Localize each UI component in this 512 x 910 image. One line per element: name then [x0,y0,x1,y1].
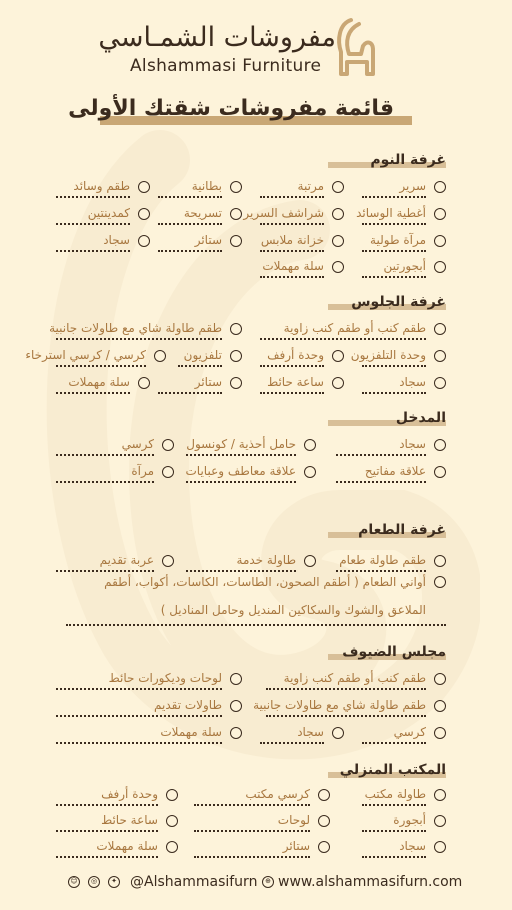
checklist-item[interactable]: سجاد [260,724,344,746]
twitter-icon[interactable]: ✦ [108,876,120,888]
checkbox-circle[interactable] [434,323,446,335]
checkbox-circle[interactable] [332,727,344,739]
checklist-item[interactable]: طاولات تقديم [56,697,242,719]
checklist-item[interactable]: ساعة حائط [56,812,178,834]
checklist-item[interactable]: كرسي [56,436,174,458]
checkbox-circle[interactable] [230,673,242,685]
checkbox-circle[interactable] [230,235,242,247]
checklist-item[interactable]: طقم وسائد [56,178,150,200]
checklist-item[interactable]: مرآة [56,463,174,485]
section-heading: غرفة النوم [370,152,446,168]
checkbox-circle[interactable] [138,181,150,193]
checkbox-circle[interactable] [318,789,330,801]
checklist-item-long[interactable] [66,568,446,632]
checkbox-circle[interactable] [434,377,446,389]
checklist-item[interactable]: سرير [362,178,446,200]
checklist-item[interactable]: ستائر [158,232,242,254]
checklist-item[interactable]: علاقة معاطف وعبايات [186,463,316,485]
checklist-item[interactable]: سلة مهملات [260,258,344,280]
section-heading: المدخل [395,410,446,426]
checklist-item[interactable]: مرتبة [260,178,344,200]
checkbox-circle[interactable] [434,673,446,685]
website-link[interactable]: www.alshammasifurn.com [278,874,463,890]
checkbox-circle[interactable] [318,841,330,853]
checklist-item[interactable]: طقم طاولة شاي مع طاولات جانبية [56,320,242,342]
instagram-icon[interactable]: ◎ [88,876,100,888]
checklist-item[interactable]: طقم كنب أو طقم كنب زاوية [266,670,446,692]
checkbox-circle[interactable] [304,555,316,567]
checklist-item[interactable]: سلة مهملات [56,838,178,860]
checkbox-circle[interactable] [166,841,178,853]
snapchat-icon[interactable]: ☺ [68,876,80,888]
section-heading: مجلس الضيوف [342,644,446,660]
checkbox-circle[interactable] [230,181,242,193]
checklist-item[interactable]: سلة مهملات [56,724,242,746]
checklist-item[interactable]: كمدينتين [56,205,150,227]
checklist-item[interactable]: طقم كنب أو طقم كنب زاوية [260,320,446,342]
brand-name-english: Alshammasi Furniture [130,56,322,76]
checklist-item[interactable]: شراشف السرير [260,205,344,227]
section-heading: المكتب المنزلي [339,762,446,778]
checklist-item[interactable]: سجاد [362,374,446,396]
checklist-item[interactable]: مرآة طولية [362,232,446,254]
checklist-item[interactable]: أغطية الوسائد [362,205,446,227]
page-title: قائمة مفروشات شقتك الأولى [68,96,394,121]
checkbox-circle[interactable] [230,208,242,220]
checkbox-circle[interactable] [434,815,446,827]
checkbox-circle[interactable] [230,323,242,335]
page-title-banner [68,96,412,130]
checkbox-circle[interactable] [434,181,446,193]
checklist-item[interactable]: وحدة أرفف [56,786,178,808]
checklist-item[interactable]: خزانة ملابس [260,232,344,254]
checklist-item[interactable]: سلة مهملات [56,374,150,396]
checklist-item[interactable]: أبجورة [362,812,446,834]
checklist-item[interactable]: تلفزيون [178,347,242,369]
section-heading: غرفة الجلوس [351,294,446,310]
checkbox-circle[interactable] [332,208,344,220]
checkbox-circle[interactable] [434,466,446,478]
checkbox-circle[interactable] [230,350,242,362]
checklist-item[interactable]: سجاد [56,232,150,254]
checkbox-circle[interactable] [434,700,446,712]
checkbox-circle[interactable] [434,261,446,273]
checkbox-circle[interactable] [162,555,174,567]
checkbox-circle[interactable] [332,377,344,389]
checklist-item[interactable]: ستائر [194,838,330,860]
checkbox-circle[interactable] [154,350,166,362]
footer [0,872,512,896]
checkbox-circle[interactable] [434,789,446,801]
checkbox-circle[interactable] [166,815,178,827]
checkbox-circle[interactable] [318,815,330,827]
checklist-item[interactable]: تسريحة [158,205,242,227]
checkbox-circle[interactable] [434,350,446,362]
checklist-long-label: أواني الطعام ( أطقم الصحون، الطاسات، الكاسات، أكواب، أطقم الملاعق والشوك والسكاكين المنديل وحامل المناديل ) [104,575,426,617]
checkbox-circle[interactable] [434,576,446,588]
checklist-item[interactable]: ساعة حائط [260,374,344,396]
checklist-item[interactable]: طقم طاولة شاي مع طاولات جانبية [266,697,446,719]
checklist-item[interactable]: لوحات [194,812,330,834]
checklist-item[interactable]: كرسي مكتب [194,786,330,808]
checkbox-circle[interactable] [332,181,344,193]
checklist-item[interactable]: ستائر [158,374,242,396]
checklist-item[interactable]: لوحات وديكورات حائط [56,670,242,692]
checklist-item[interactable]: كرسي [362,724,446,746]
checkbox-circle[interactable] [138,377,150,389]
checkbox-circle[interactable] [434,208,446,220]
brand-logo [0,8,512,78]
checklist-item[interactable]: طقم طاولة طعام [336,552,446,574]
checklist-item[interactable]: وحدة أرفف [260,347,344,369]
checkbox-circle[interactable] [434,555,446,567]
checklist-item[interactable]: طاولة مكتب [362,786,446,808]
globe-icon: ⊕ [262,876,274,888]
checkbox-circle[interactable] [230,727,242,739]
checkbox-circle[interactable] [332,235,344,247]
checkbox-circle[interactable] [304,466,316,478]
checkbox-circle[interactable] [230,377,242,389]
checklist-item[interactable]: طاولة خدمة [186,552,316,574]
checkbox-circle[interactable] [230,700,242,712]
checkbox-circle[interactable] [434,841,446,853]
brand-name-arabic: مفروشات الشمـاسي [98,22,336,53]
social-handle[interactable]: @Alshammasifurn [130,874,258,890]
checkbox-circle[interactable] [304,439,316,451]
checkbox-circle[interactable] [332,350,344,362]
checklist-item[interactable]: كرسي / كرسي استرخاء [56,347,166,369]
checkbox-circle[interactable] [162,439,174,451]
checklist-item[interactable]: علاقة مفاتيح [336,463,446,485]
checkbox-circle[interactable] [166,789,178,801]
chair-logo-icon [333,16,381,82]
checklist-item[interactable]: عربة تقديم [56,552,174,574]
checkbox-circle[interactable] [138,235,150,247]
section-heading: غرفة الطعام [358,522,446,538]
checkbox-circle[interactable] [434,439,446,451]
checklist-item[interactable]: سجاد [362,838,446,860]
checkbox-circle[interactable] [332,261,344,273]
checkbox-circle[interactable] [434,235,446,247]
checklist-item[interactable]: حامل أحذية / كونسول [186,436,316,458]
dotted-line [66,624,446,626]
checklist-item[interactable]: بطانية [158,178,242,200]
checkbox-circle[interactable] [434,727,446,739]
checkbox-circle[interactable] [138,208,150,220]
checkbox-circle[interactable] [162,466,174,478]
checklist-item[interactable]: سجاد [336,436,446,458]
checklist-item[interactable]: أبجورتين [362,258,446,280]
checklist-item[interactable]: وحدة التلفزيون [362,347,446,369]
